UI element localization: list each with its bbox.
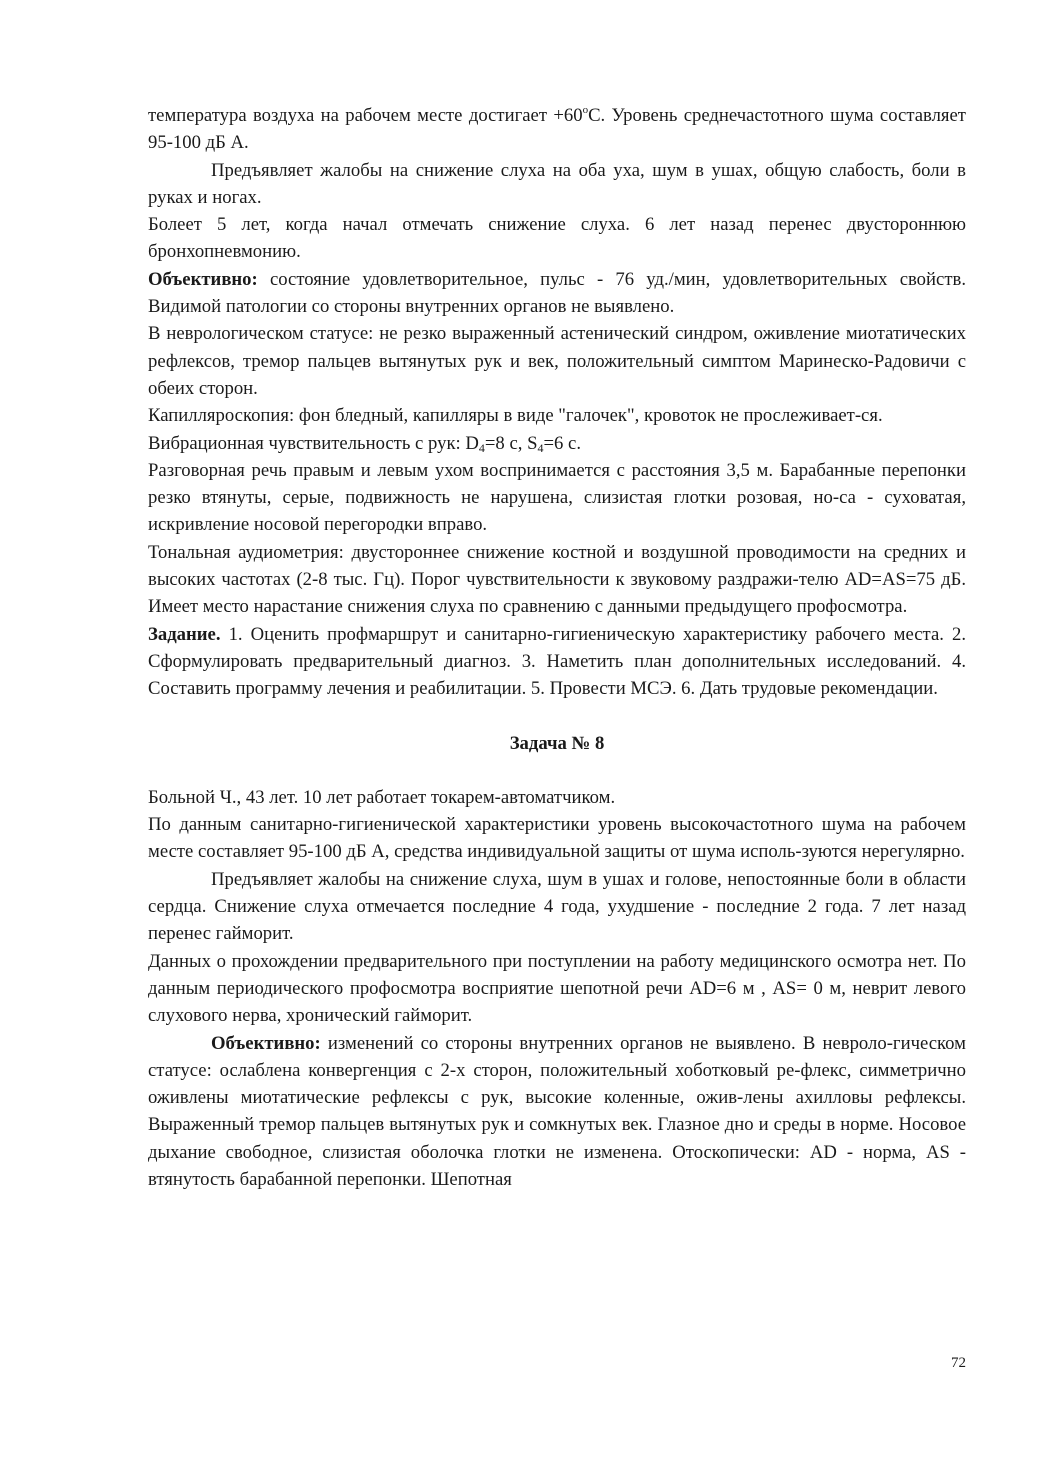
vibration-text-start: Вибрационная чувствительность с рук: D [148,432,479,454]
task-label: Задание. [148,623,221,645]
vibration-subscript-s: 4 [537,440,544,455]
paragraph-neurological-status: В неврологическом статусе: не резко выраженный астенический синдром, оживление миотатических рефлексов, тремор пальцев вытянутых рук и век, положительный симптом Маринеско-Радовичи с обеих сторон. [148,323,966,399]
vibration-text-middle: =8 с, S [484,432,538,454]
paragraph-capillaroscopy: Капилляроскопия: фон бледный, капилляры в виде "галочек", кровоток не прослеживает-ся. [148,405,883,427]
temperature-text: температура воздуха на рабочем месте достигает +60 [148,105,583,126]
paragraph-complaints: Предъявляет жалобы на снижение слуха на оба уха, шум в ушах, общую слабость, боли в руках и ногах. [148,159,966,208]
paragraph-medical-exam-history: Данных о прохождении предварительного при поступлении на работу медицинского осмотра нет. По данным периодического профосмотра восприятие шепотной речи AD=6 м , AS= 0 м, неврит левого слухового нерва, хронический гайморит. [148,950,966,1027]
objective-text-2: изменений со стороны внутренних органов не выявлено. В невроло-гическом статусе: ослаблена конвергенция с 2-х сторон, положительный хоботковый ре-флекс, симметрично оживлены миотатические рефлексы с рук, высокие коленные, ожив-лены ахилловы рефлексы. Выраженный тремор пальцев вытянутых рук и сомкнутых век. Глазное дно и среды в норме. Носовое дыхание свободное, слизистая оболочка глотки не изменена. Отоскопически: AD - норма, AS - втянутость барабанной перепонки. Шепотная [148,1032,966,1190]
objective-text: состояние удовлетворительное, пульс - 76 уд./мин, удовлетворительных свойств. Видимой патологии со стороны внутренних органов не выявлено. [148,268,966,318]
degree-superscript: о [582,104,589,116]
paragraph-task [148,621,966,703]
page-number: 72 [951,1355,966,1371]
vibration-subscript-d: 4 [478,440,485,455]
objective-label-2: Объективно: [211,1032,321,1054]
paragraph-patient-intro: Больной Ч., 43 лет. 10 лет работает токарем-автоматчиком. [148,786,616,808]
paragraph-audiometry: Тональная аудиометрия: двустороннее снижение костной и воздушной проводимости на средних и высоких частотах (2-8 тыс. Гц). Порог чувствительности к звуковому раздражи-телю AD=AS=75 дБ. Имеет место нарастание снижения слуха по сравнению с данными предыдущего профосмотра. [148,541,966,618]
vibration-text-end: =6 с. [543,432,582,454]
paragraph-complaints-2: Предъявляет жалобы на снижение слуха, шум в ушах и голове, непостоянные боли в области сердца. Снижение слуха отмечается последние 4 года, ухудшение - последние 2 года. 7 лет назад перенес гайморит. [148,868,966,945]
objective-label: Объективно: [148,268,258,290]
paragraph-objective-status [148,266,966,321]
paragraph-anamnesis: Болеет 5 лет, когда начал отмечать снижение слуха. 6 лет назад перенес двустороннюю бронхопневмонию. [148,214,966,263]
paragraph-workplace-conditions [148,102,966,157]
task-heading: Задача № 8 [509,732,605,754]
task-text: 1. Оценить профмаршрут и санитарно-гигиеническую характеристику рабочего места. 2. Сформулировать предварительный диагноз. 3. Наметить план дополнительных исследований. 4. Составить программу лечения и реабилитации. 5. Провести МСЭ. 6. Дать трудовые рекомендации. [148,623,966,700]
paragraph-sanitary-characteristics: По данным санитарно-гигиенической характеристики уровень высокочастотного шума на рабочем месте составляет 95-100 дБ А, средства индивидуальной защиты от шума исполь-зуются нерегулярно. [148,814,966,863]
paragraph-objective-status-2 [148,1030,966,1194]
noise-level-text: С. Уровень среднечастотного шума составляет 95-100 дБ А. [148,105,966,154]
paragraph-vibration-sensitivity [148,430,966,457]
paragraph-speech-perception: Разговорная речь правым и левым ухом воспринимается с расстояния 3,5 м. Барабанные перепонки резко втянуты, серые, подвижность не нарушена, слизистая глотки розовая, но-са - суховатая, искривление носовой перегородки вправо. [148,459,966,536]
document-page [148,102,966,1193]
